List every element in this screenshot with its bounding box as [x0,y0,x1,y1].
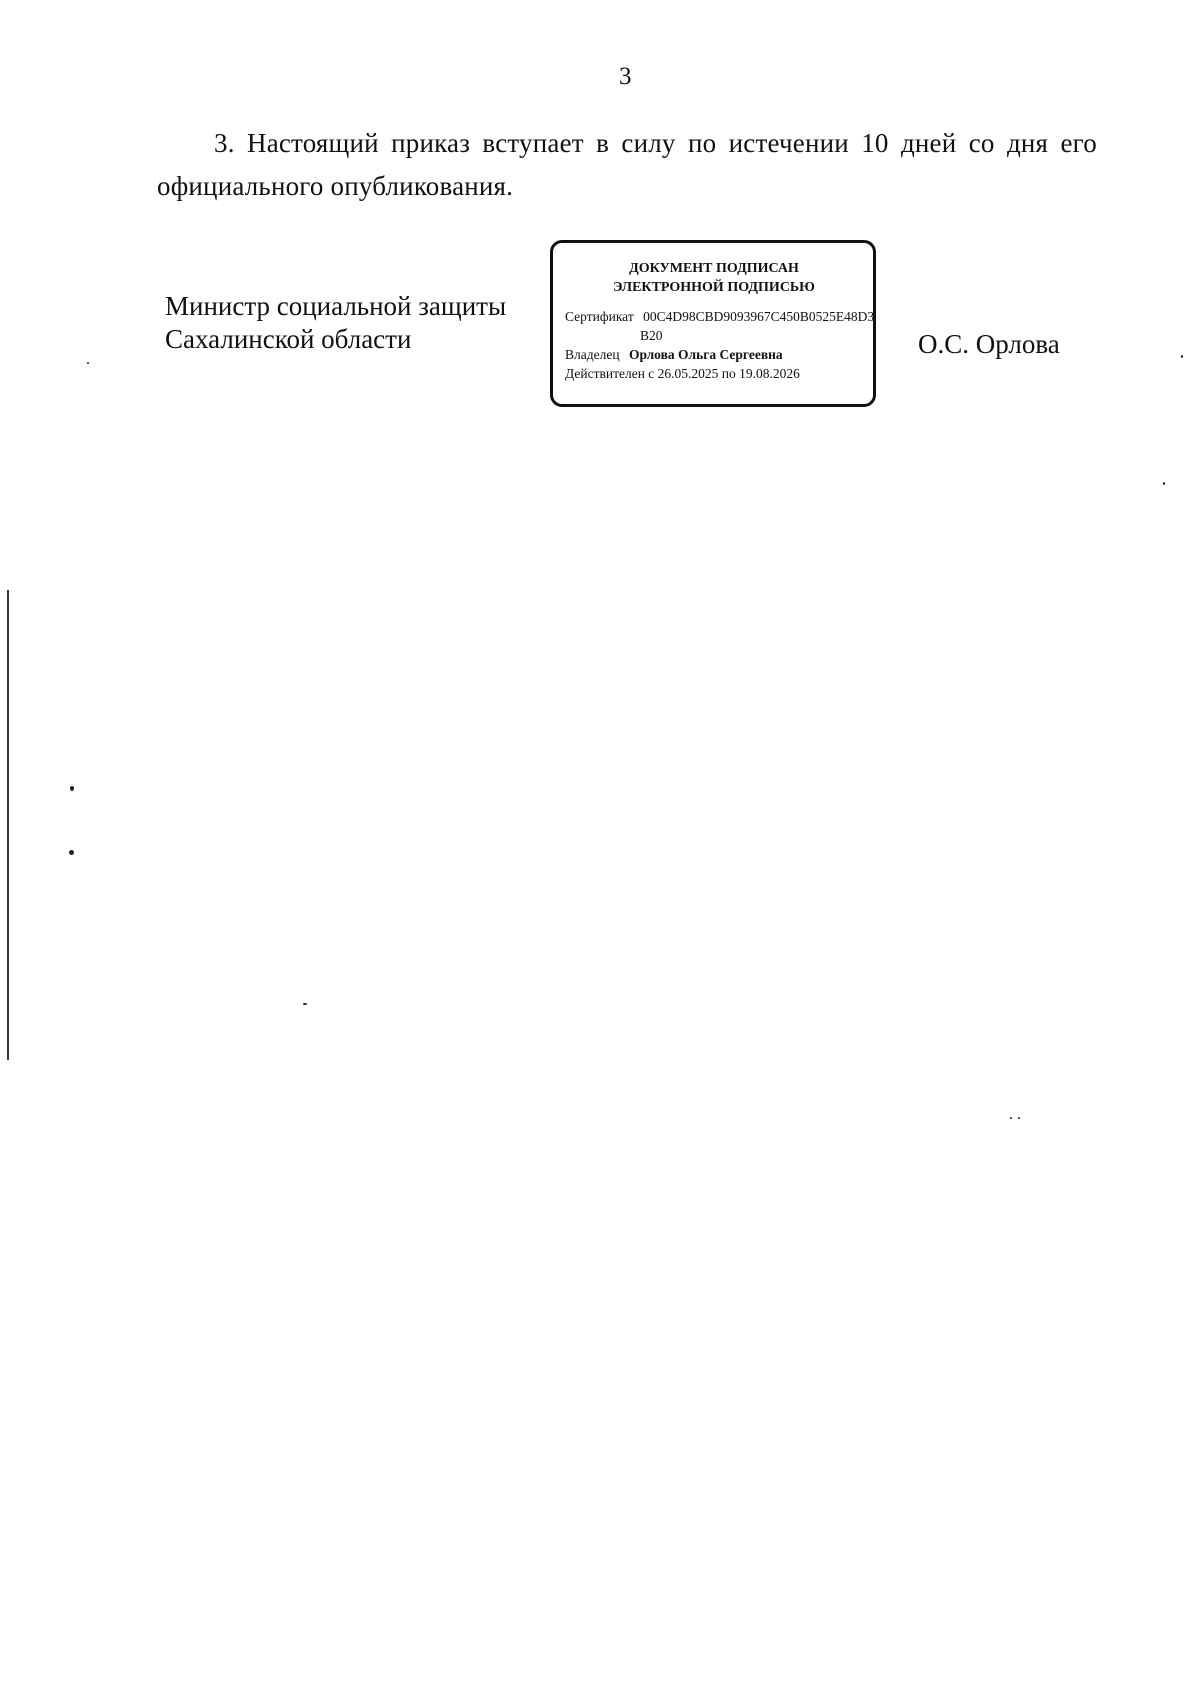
scan-speck [1163,482,1165,485]
order-paragraph: 3. Настоящий приказ вступает в силу по истечении 10 дней со дня его официального опубликования. [157,128,1097,201]
signer-position-line1: Министр социальной защиты [165,291,507,321]
page-number: 3 [619,63,632,90]
stamp-certificate-value: 00C4D98CBD9093967C450B0525E48D3 [643,309,875,324]
stamp-header-line1: ДОКУМЕНТ ПОДПИСАН [629,261,799,276]
scan-speck [70,786,74,791]
scan-speck [1181,355,1183,358]
stamp-certificate-row [565,307,875,326]
scan-speck [69,850,74,855]
scan-speck [1018,1117,1020,1119]
stamp-validity: Действителен с 26.05.2025 по 19.08.2026 [565,366,800,381]
electronic-signature-stamp [550,240,876,407]
stamp-header [565,259,863,297]
scan-speck [303,1003,307,1005]
signer-position [165,290,506,356]
stamp-certificate-continuation: B20 [640,328,663,343]
stamp-header-line2: ЭЛЕКТРОННОЙ ПОДПИСЬЮ [613,280,815,295]
scan-speck [87,362,89,364]
stamp-owner-row [565,345,863,364]
scan-speck [1010,1117,1012,1119]
signer-position-line2: Сахалинской области [165,324,412,354]
stamp-owner-value: Орлова Ольга Сергеевна [628,347,783,362]
stamp-owner-label: Владелец [565,347,620,362]
signer-name: О.С. Орлова [918,329,1060,359]
stamp-certificate-label: Сертификат [565,309,634,324]
scan-margin-line [7,590,9,1060]
